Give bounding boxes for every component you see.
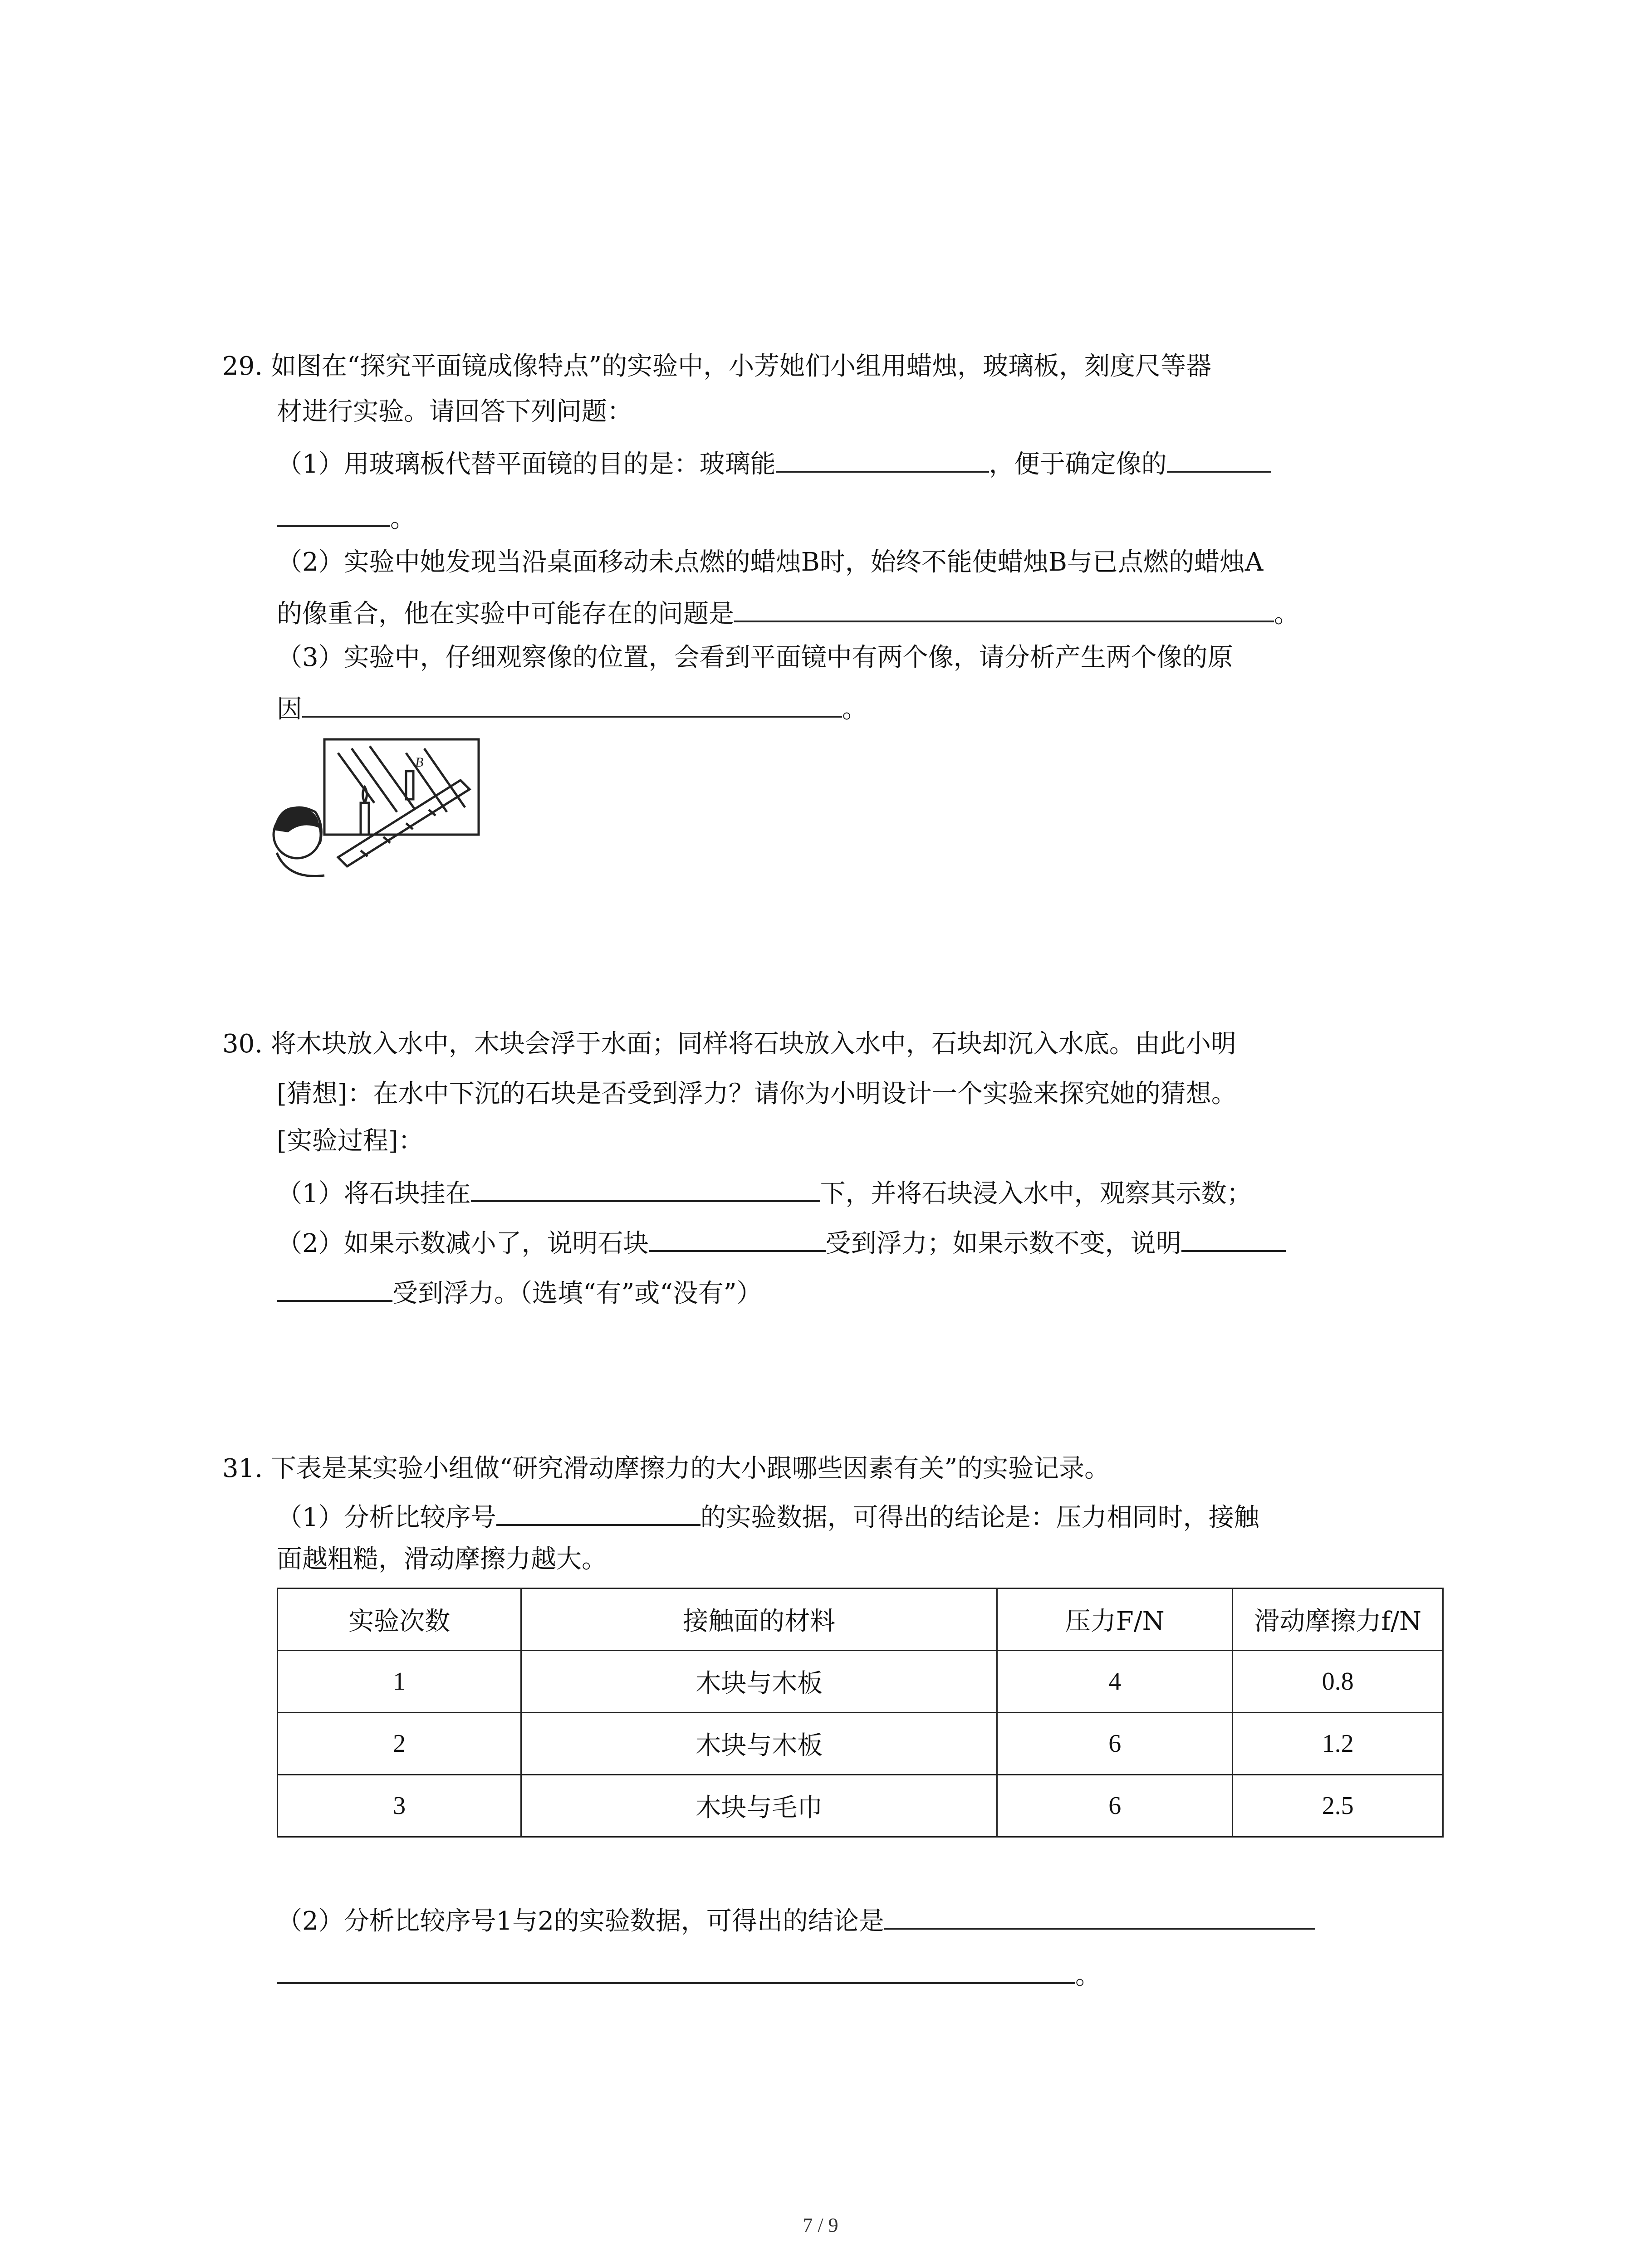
q29-part3-text-c: 。 xyxy=(842,694,867,724)
answer-blank-q30-3b[interactable] xyxy=(277,1274,392,1302)
glass-plate-frame xyxy=(324,739,479,835)
answer-blank-q29-3[interactable] xyxy=(734,594,1274,622)
q30-part1 xyxy=(277,1174,1252,1212)
q29-part1 xyxy=(277,445,1271,483)
mirror-experiment-illustration xyxy=(270,735,483,885)
table-header-row xyxy=(278,1589,1443,1651)
page-number: 7 / 9 xyxy=(803,2214,838,2236)
q31-part1-text-a: （1）分析比较序号 xyxy=(277,1503,496,1532)
cell-friction: 2.5 xyxy=(1233,1775,1443,1837)
answer-blank-q29-2b[interactable] xyxy=(277,499,390,527)
cell-trial: 3 xyxy=(278,1775,521,1837)
answer-blank-q29-2a[interactable] xyxy=(1167,445,1271,473)
candle-a xyxy=(361,803,369,835)
q30-line1: 30. 将木块放入水中，木块会浮于水面；同样将石块放入水中，石块却沉入水底。由此小明 xyxy=(222,1029,1236,1059)
q29-part3-line2 xyxy=(277,689,867,728)
candle-b xyxy=(406,771,413,799)
answer-blank-q31-2b[interactable] xyxy=(277,1956,1075,1984)
q31-part2-text-a: （2）分析比较序号1与2的实验数据，可得出的结论是 xyxy=(277,1906,884,1936)
q30-part2-text-a: （2）如果示数减小了，说明石块 xyxy=(277,1229,649,1258)
answer-blank-q30-2[interactable] xyxy=(649,1224,826,1252)
cell-material: 木块与毛巾 xyxy=(521,1775,997,1837)
q30-part2-text-b: 受到浮力；如果示数不变，说明 xyxy=(825,1229,1181,1258)
q29-part2-text-b: 的像重合，他在实验中可能存在的问题是 xyxy=(277,599,734,629)
q31-part2-text-b: 。 xyxy=(1075,1961,1101,1990)
cell-pressure: 4 xyxy=(997,1651,1233,1713)
friction-data-table xyxy=(277,1588,1444,1838)
answer-blank-q30-1[interactable] xyxy=(471,1174,820,1202)
table-row xyxy=(278,1651,1443,1713)
q29-part1-text-b: ，便于确定像的 xyxy=(989,450,1167,479)
q29-part3-text-b: 因 xyxy=(277,694,302,724)
q30-part2 xyxy=(277,1224,1286,1262)
cell-pressure: 6 xyxy=(997,1775,1233,1837)
q30-part1-text-b: 下，并将石块浸入水中，观察其示数； xyxy=(820,1179,1252,1208)
cell-material: 木块与木板 xyxy=(521,1651,997,1713)
q29-line1: 29. 如图在“探究平面镜成像特点”的实验中，小芳她们小组用蜡烛，玻璃板，刻度尺等器 xyxy=(222,352,1212,381)
answer-blank-q31-2a[interactable] xyxy=(884,1901,1315,1930)
answer-blank-q29-1[interactable] xyxy=(776,445,989,473)
header-friction: 滑动摩擦力f/N xyxy=(1233,1589,1443,1651)
q30-part2-cont xyxy=(277,1274,762,1312)
q31-line1: 31. 下表是某实验小组做“研究滑动摩擦力的大小跟哪些因素有关”的实验记录。 xyxy=(222,1454,1110,1483)
q31-part1-cont: 面越粗糙，滑动摩擦力越大。 xyxy=(277,1545,607,1574)
q29-part2-line2 xyxy=(277,594,1299,632)
q30-line3: [实验过程]： xyxy=(277,1126,424,1156)
cell-friction: 0.8 xyxy=(1233,1651,1443,1713)
table-row xyxy=(278,1775,1443,1837)
q29-part2-line1: （2）实验中她发现当沿桌面移动未点燃的蜡烛B时，始终不能使蜡烛B与已点燃的蜡烛A xyxy=(277,547,1264,577)
header-material: 接触面的材料 xyxy=(521,1589,997,1651)
cell-material: 木块与木板 xyxy=(521,1713,997,1775)
header-trial: 实验次数 xyxy=(278,1589,521,1651)
q31-part2 xyxy=(277,1901,1315,1940)
answer-blank-q30-3a[interactable] xyxy=(1181,1224,1286,1252)
header-pressure: 压力F/N xyxy=(997,1589,1233,1651)
candle-b-label: B xyxy=(415,755,424,770)
q29-part1-text-a: （1）用玻璃板代替平面镜的目的是：玻璃能 xyxy=(277,450,776,479)
answer-blank-q31-1[interactable] xyxy=(496,1498,700,1526)
q30-part2-text-c: 受到浮力。（选填“有”或“没有”） xyxy=(392,1279,762,1308)
q29-part1-cont xyxy=(277,499,416,537)
q31-part1 xyxy=(277,1498,1259,1536)
q29-part2-text-c: 。 xyxy=(1274,599,1299,629)
q31-part2-cont xyxy=(277,1956,1101,1994)
table-row xyxy=(278,1713,1443,1775)
cell-trial: 1 xyxy=(278,1651,521,1713)
q29-part1-text-c: 。 xyxy=(390,504,416,533)
q29-part3-line1: （3）实验中，仔细观察像的位置，会看到平面镜中有两个像，请分析产生两个像的原 xyxy=(277,643,1233,672)
answer-blank-q29-4[interactable] xyxy=(302,689,842,718)
q31-part1-text-b: 的实验数据，可得出的结论是：压力相同时，接触 xyxy=(700,1503,1259,1532)
q30-part1-text-a: （1）将石块挂在 xyxy=(277,1179,471,1208)
cell-friction: 1.2 xyxy=(1233,1713,1443,1775)
q30-line2: [猜想]：在水中下沉的石块是否受到浮力？请你为小明设计一个实验来探究她的猜想。 xyxy=(277,1079,1237,1109)
cell-trial: 2 xyxy=(278,1713,521,1775)
cell-pressure: 6 xyxy=(997,1713,1233,1775)
q29-line2: 材进行实验。请回答下列问题： xyxy=(277,397,632,426)
